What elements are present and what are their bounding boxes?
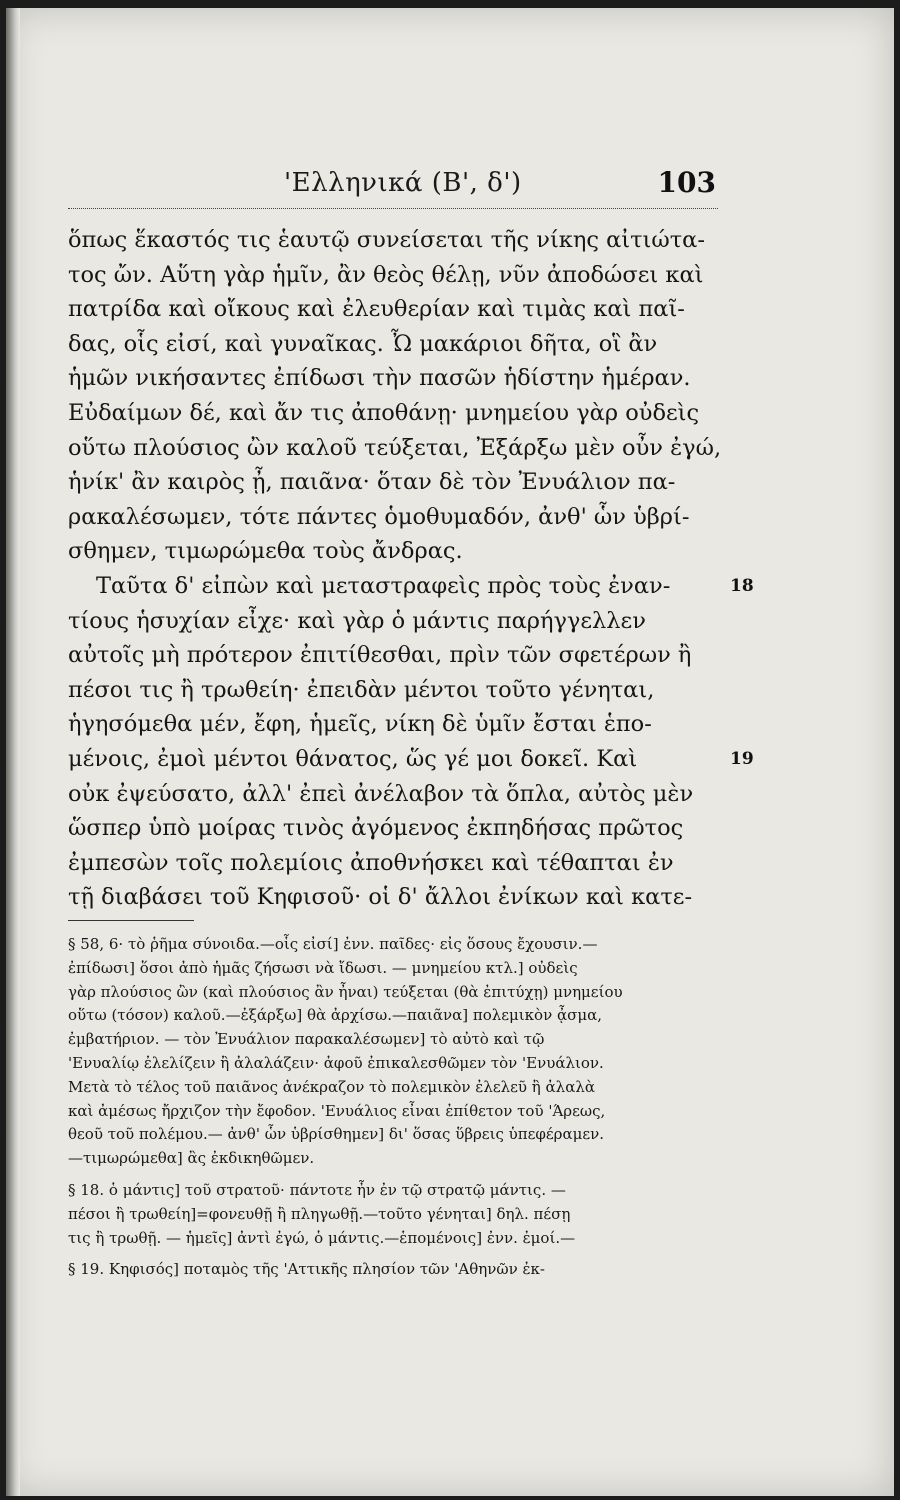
- paragraph-start: Ταῦτα δ' εἰπὼν καὶ μεταστραφεὶς πρὸς τοὺς ἐναν-: [96, 572, 671, 599]
- footnote-line: τις ἢ τρωθῇ. — ἡμεῖς] ἀντὶ ἐγώ, ὁ μάντις.—ἑπομένοις] ἐνν. ἐμοί.—: [68, 1228, 576, 1247]
- text-line: δας, οἷς εἰσί, καὶ γυναῖκας. Ὦ μακάριοι δῆτα, οἳ ἂν: [68, 330, 658, 357]
- book-page: [6, 8, 894, 1496]
- section-number-18: 18: [730, 575, 754, 596]
- footnote-line: γὰρ πλούσιος ὢν (καὶ πλούσιος ἂν ἦναι) τεύξεται (θὰ ἐπιτύχῃ) μνημείου: [68, 982, 623, 1001]
- main-text: [68, 223, 754, 915]
- text-line: ἡγησόμεθα μέν, ἔφη, ἡμεῖς, νίκη δὲ ὑμῖν ἔσται ἑπο-: [68, 711, 652, 738]
- footnote-line: —τιμωρώμεθα] ἂς ἐκδικηθῶμεν.: [68, 1149, 315, 1168]
- section-number-19: 19: [730, 748, 754, 769]
- page-header: [6, 168, 894, 208]
- text-line: Εὐδαίμων δέ, καὶ ἄν τις ἀποθάνῃ· μνημείου γὰρ οὐδεὶς: [68, 399, 700, 426]
- footnote-line: ἐμβατήριον. — τὸν Ἐνυάλιον παρακαλέσωμεν] τὸ αὐτὸ καὶ τῷ: [68, 1030, 545, 1049]
- text-line: οὐκ ἐψεύσατο, ἀλλ' ἐπεὶ ἀνέλαβον τὰ ὅπλα, αὐτὸς μὲν: [68, 780, 694, 807]
- text-line: ἡνίκ' ἂν καιρὸς ᾖ, παιᾶνα· ὅταν δὲ τὸν Ἐνυάλιον πα-: [68, 469, 676, 496]
- footnote-line: § 58, 6· τὸ ῥῆμα σύνοιδα.—οἷς εἰσί] ἐνν. παῖδες· εἰς ὅσους ἔχουσιν.—: [68, 935, 598, 953]
- footnote-gap: [68, 1171, 733, 1179]
- running-head: 'Ελληνικά (Β', δ'): [284, 168, 522, 198]
- text-line: οὕτω πλούσιος ὢν καλοῦ τεύξεται, Ἐξάρξω μὲν οὖν ἐγώ,: [68, 434, 722, 461]
- footnote-line: θεοῦ τοῦ πολέμου.— ἀνθ' ὧν ὑβρίσθημεν] δι' ὅσας ὕβρεις ὑπεφέραμεν.: [68, 1125, 605, 1144]
- text-line: ὥσπερ ὑπὸ μοίρας τινὸς ἀγόμενος ἐκπηδήσας πρῶτος: [68, 815, 684, 842]
- text-line-with-margin-number: [68, 742, 754, 777]
- text-line: πατρίδα καὶ οἴκους καὶ ἐλευθερίαν καὶ τιμὰς καὶ παῖ-: [68, 296, 685, 323]
- footnote-line: 'Ενυαλίῳ ἐλελίζειν ἢ ἀλαλάζειν· ἀφοῦ ἐπικαλεσθῶμεν τὸν 'Ενυάλιον.: [68, 1053, 604, 1072]
- footnote-gap: [68, 1250, 733, 1258]
- text-line: ρακαλέσωμεν, τότε πάντες ὁμοθυμαδόν, ἀνθ' ὧν ὑβρί-: [68, 503, 690, 530]
- footnote-line: § 19. Κηφισός] ποταμὸς τῆς 'Αττικῆς πλησίον τῶν 'Αθηνῶν ἐκ-: [68, 1260, 545, 1279]
- page-number: 103: [657, 166, 716, 199]
- footnote-line: οὕτω (τόσον) καλοῦ.—ἐξάρξω] θὰ ἀρχίσω.—παιᾶνα] πολεμικὸν ᾆσμα,: [68, 1006, 602, 1025]
- text-line: αὐτοῖς μὴ πρότερον ἐπιτίθεσθαι, πρὶν τῶν σφετέρων ἢ: [68, 642, 692, 669]
- footnote-line: καὶ ἀμέσως ἤρχιζον τὴν ἔφοδον. 'Ενυάλιος εἶναι ἐπίθετον τοῦ 'Άρεως,: [68, 1101, 606, 1120]
- footnote-line: ἐπίδωσι] ὅσοι ἀπὸ ἡμᾶς ζήσωσι νὰ ἴδωσι. — μνημείου κτλ.] οὐδεὶς: [68, 958, 578, 977]
- footnote-line: πέσοι ἢ τρωθείη]=φονευθῇ ἢ πληγωθῇ.—τοῦτο γένηται] δηλ. πέσῃ: [68, 1204, 571, 1223]
- text-line: ἐμπεσὼν τοῖς πολεμίοις ἀποθνήσκει καὶ τέθαπται ἐν: [68, 849, 674, 876]
- footnote-line: Μετὰ τὸ τέλος τοῦ παιᾶνος ἀνέκραζον τὸ πολεμικὸν ἐλελεῦ ἢ ἀλαλὰ: [68, 1077, 595, 1096]
- text-line: πέσοι τις ἢ τρωθείη· ἐπειδὰν μέντοι τοῦτο γένηται,: [68, 676, 655, 703]
- text-line: ὅπως ἕκαστός τις ἑαυτῷ συνείσεται τῆς νίκης αἰτιώτα-: [68, 227, 705, 253]
- text-line-content: μένοις, ἐμοὶ μέντοι θάνατος, ὥς γέ μοι δοκεῖ. Καὶ: [68, 745, 638, 772]
- text-line-with-margin-number: [68, 569, 754, 604]
- text-line: τος ὤν. Αὕτη γὰρ ἡμῖν, ἂν θεὸς θέλῃ, νῦν ἀποδώσει καὶ: [68, 261, 704, 288]
- text-line: ἡμῶν νικήσαντες ἐπίδωσι τὴν πασῶν ἡδίστην ἡμέραν.: [68, 365, 691, 392]
- footnote-rule: [68, 920, 194, 921]
- footnotes: [68, 933, 733, 1282]
- text-line: σθημεν, τιμωρώμεθα τοὺς ἄνδρας.: [68, 538, 463, 565]
- text-line: τίους ἡσυχίαν εἶχε· καὶ γὰρ ὁ μάντις παρήγγελλεν: [68, 607, 646, 634]
- header-rule: [68, 208, 718, 209]
- footnote-line: § 18. ὁ μάντις] τοῦ στρατοῦ· πάντοτε ἦν ἐν τῷ στρατῷ μάντις. —: [68, 1180, 566, 1199]
- page-spine-shadow: [6, 8, 20, 1496]
- text-line: τῇ διαβάσει τοῦ Κηφισοῦ· οἱ δ' ἄλλοι ἐνίκων καὶ κατε-: [68, 884, 693, 911]
